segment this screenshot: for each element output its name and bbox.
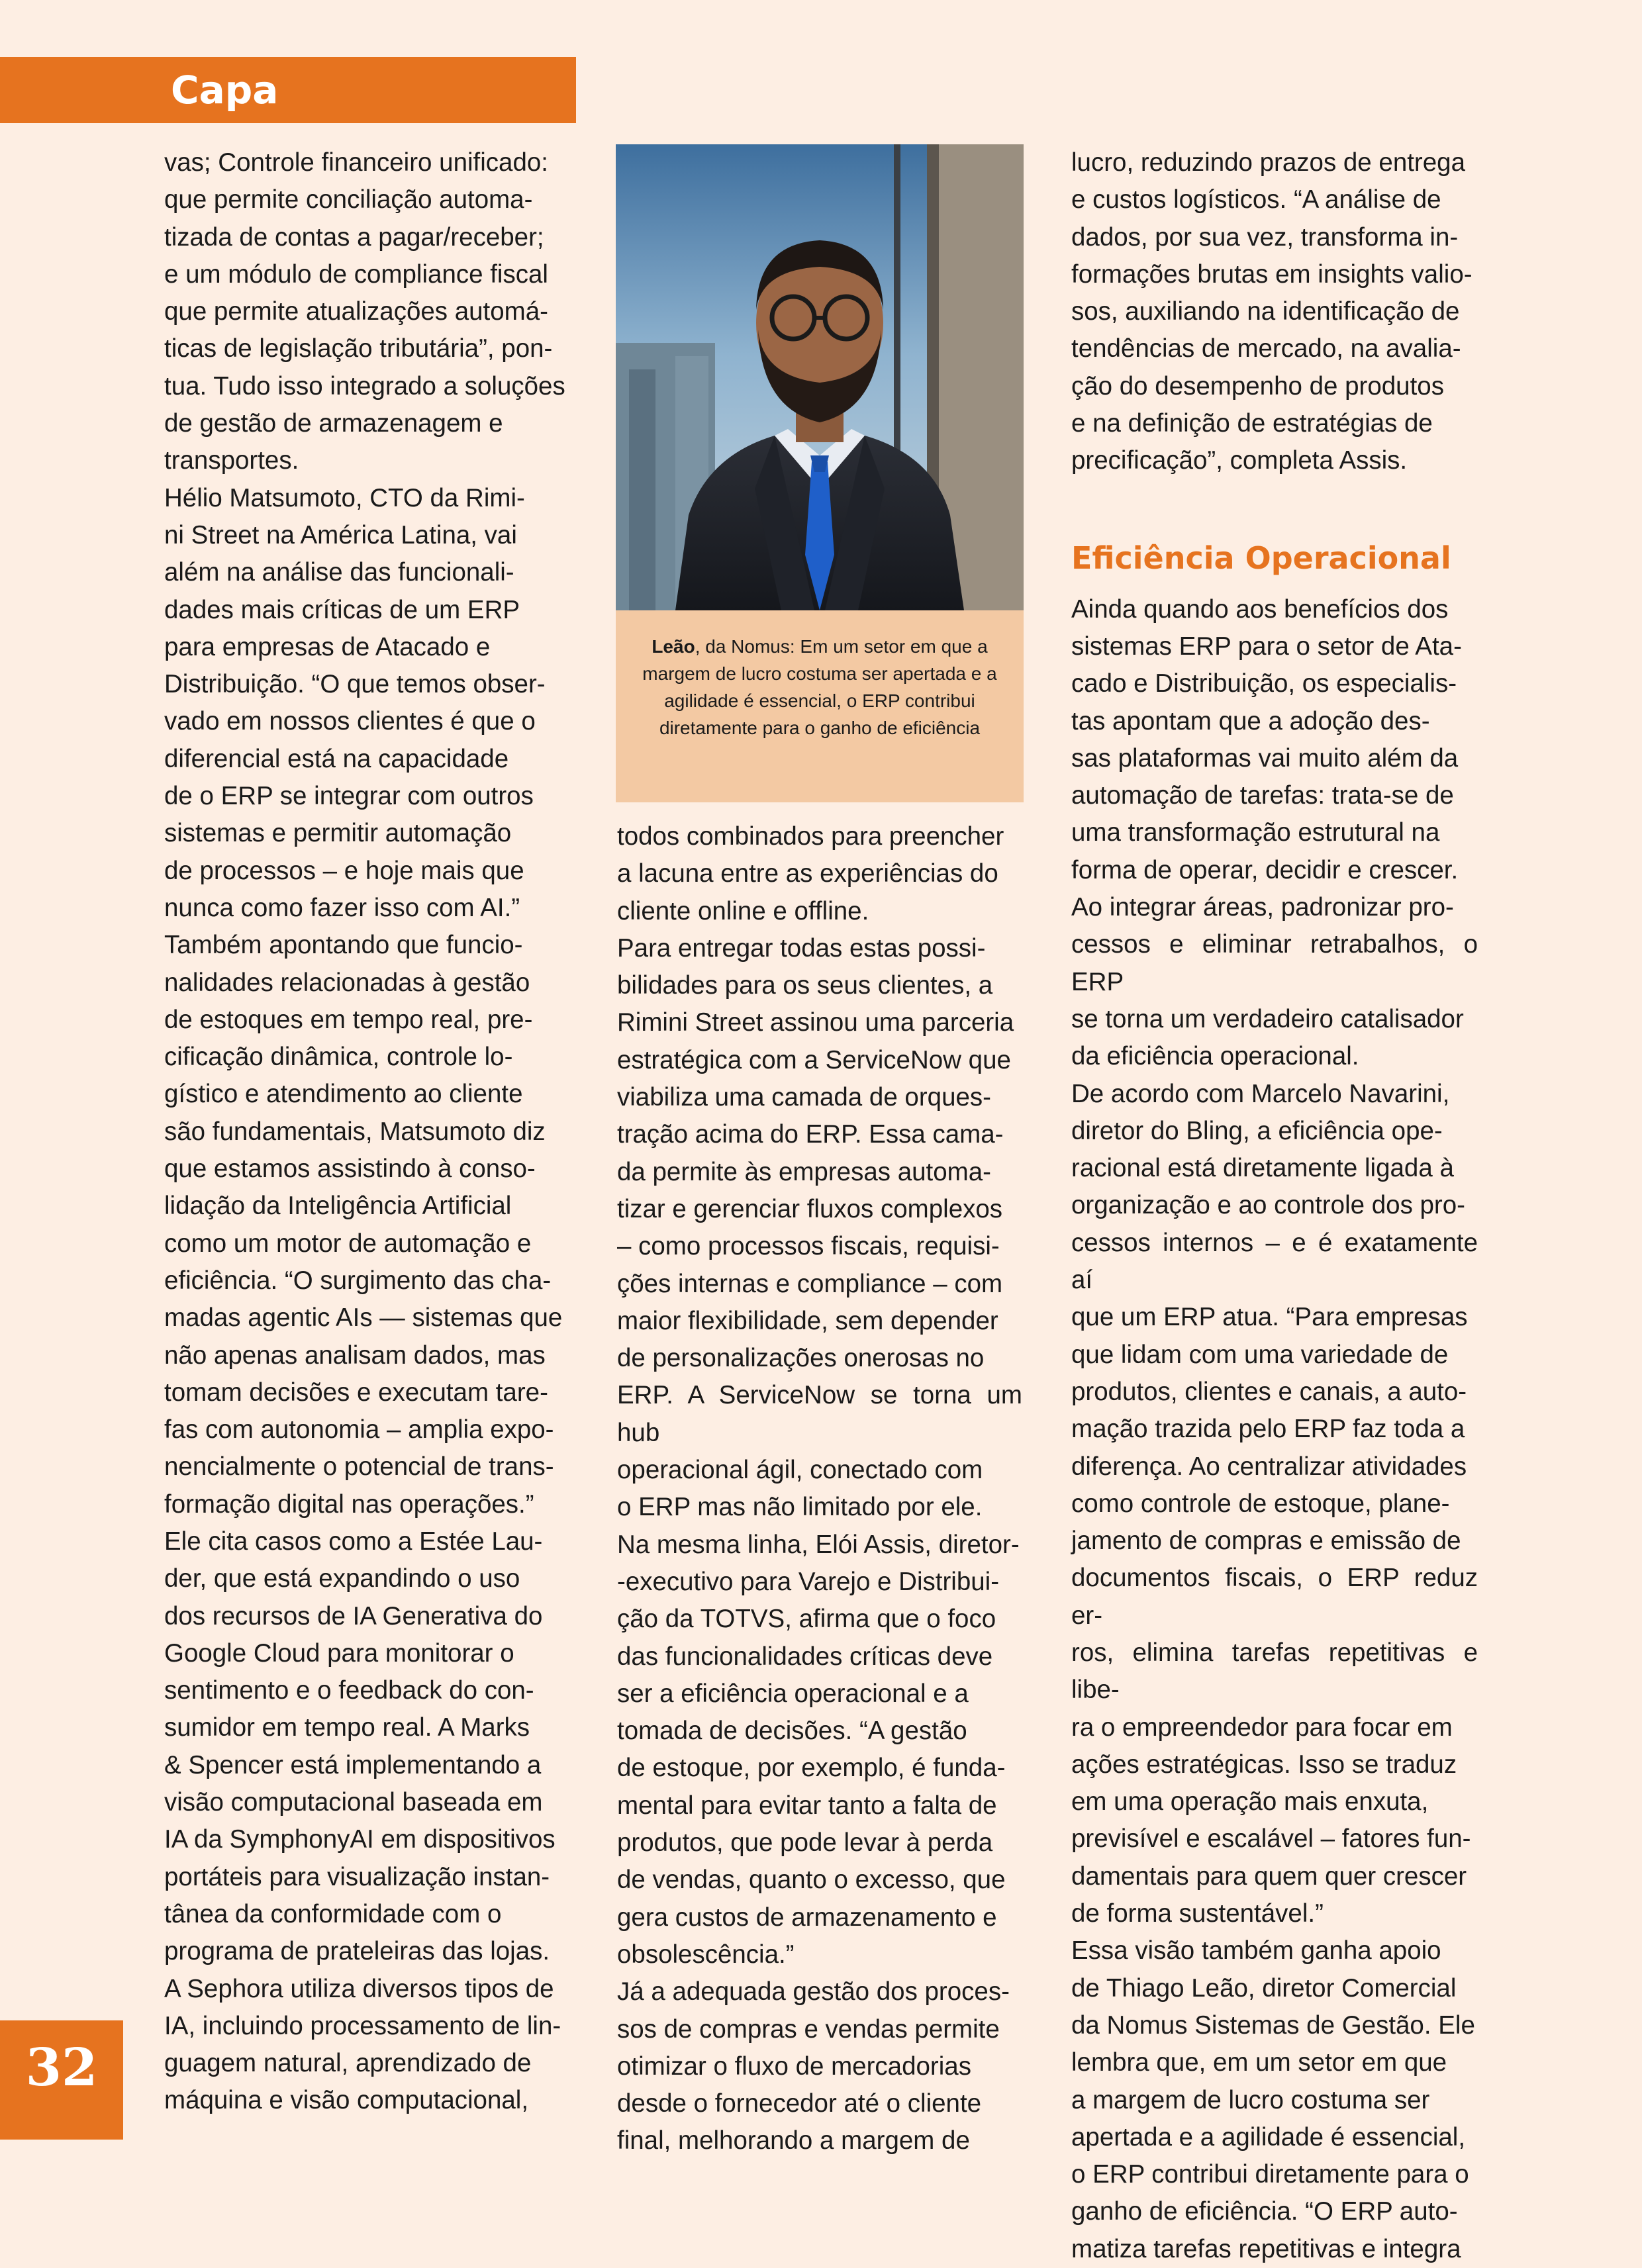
paragraph: Já a adequada gestão dos proces- sos de compras e vendas permite otimizar o fluxo de mercadorias desde o fornecedor até o cliente final, melhorando a margem de (617, 1977, 1010, 2155)
paragraph: todos combinados para preencher a lacuna entre as experiências do cliente online e offline. (617, 822, 1004, 925)
portrait-photo (616, 144, 1024, 610)
caption-text: , da Nomus: Em um setor em que a margem de lucro costuma ser apertada e a agilidade é essencial, o ERP contribui diretamente para o ganho de eficiência (642, 636, 997, 738)
photo-caption (633, 633, 1006, 741)
column-1 (164, 144, 571, 2120)
paragraph: Também apontando que funcio- nalidades relacionadas à gestão de estoques em tempo real, pre- cificação dinâmica, controle lo- gístico e atendimento ao cliente são fundamentais, Matsumoto diz que estamos assistindo à conso- lidação da Inteligência Artificial como um motor de automação e eficiência. “O surgimento das cha- madas agentic AIs — sistemas que não apenas analisam dados, mas tomam decisões e executam tare- fas com autonomia – amplia expo- nencialmente o potencial de trans- formação digital nas operações.” (164, 931, 563, 1519)
paragraph: Essa visão também ganha apoio de Thiago Leão, diretor Comercial da Nomus Sistemas de Gestão. Ele lembra que, em um setor em que a margem de lucro costuma ser apertada e a agilidade é essencial, o ERP contribui diretamente para o ganho de eficiência. “O ERP auto- matiza tarefas repetitivas e integra (1071, 1936, 1475, 2263)
section-header-bar (0, 57, 576, 123)
paragraph: Hélio Matsumoto, CTO da Rimi- ni Street na América Latina, vai além na análise das funcionali- dades mais críticas de um ERP para empresas de Atacado e Distribuição. “O que temos obser- vado em nossos clientes é que o diferencial está na capacidade de o ERP se integrar com outros sistemas e permitir automação de processos – e hoje mais que nunca como fazer isso com AI.” (164, 483, 546, 922)
subsection-heading: Eficiência Operacional (1071, 540, 1451, 576)
column-3 (1071, 144, 1478, 2268)
paragraph: Ainda quando aos benefícios dos sistemas ERP para o setor de Ata- cado e Distribuição, os especialis- tas apontam que a adoção des- sas plataformas vai muito além da automação de tarefas: trata-se de uma transformação estrutural na forma de operar, decidir e crescer. Ao integrar áreas, padronizar pro- cessos e eliminar retrabalhos, o ERP se torna um verdadeiro catalisador da eficiência operacional. (1071, 594, 1478, 1071)
paragraph: De acordo com Marcelo Navarini, diretor do Bling, a eficiência ope- racional está diretamente ligada à organização e ao controle dos pro- cessos internos – e é exatamente aí que um ERP atua. “Para empresas que lidam com uma variedade de produtos, clientes e canais, a auto- mação trazida pelo ERP faz toda a diferença. Ao centralizar atividades como controle de estoque, plane- jamento de compras e emissão de documentos fiscais, o ERP reduz er- ros, elimina tarefas repetitivas e libe- ra o empreendedor para focar em ações estratégicas. Isso se traduz em uma operação mais enxuta, previsível e escalável – fatores fun- damentais para quem quer crescer de forma sustentável.” (1071, 1079, 1478, 1928)
section-title: Capa (171, 68, 279, 113)
paragraph: Para entregar todas estas possi- bilidades para os seus clientes, a Rimini Street assinou uma parceria estratégica com a ServiceNow que viabiliza uma camada de orques- tração acima do ERP. Essa cama- da permite às empresas automa- tizar e gerenciar fluxos complexos – como processos fiscais, requisi- ções internas e compliance – com maior flexibilidade, sem depender de personalizações onerosas no ERP. A ServiceNow se torna um hub operacional ágil, conectado com o ERP mas não limitado por ele. (617, 933, 1022, 1522)
paragraph: lucro, reduzindo prazos de entrega e custos logísticos. “A análise de dados, por sua vez, transforma in- formações brutas em insights valio- sos, auxiliando na identificação de tendências de mercado, na avalia- ção do desempenho de produtos e na definição de estratégias de precificação”, completa Assis. (1071, 148, 1473, 475)
paragraph: Ele cita casos como a Estée Lau- der, que está expandindo o uso dos recursos de IA Generativa do Google Cloud para monitorar o sentimento e o feedback do con- sumidor em tempo real. A Marks & Spencer está implementando a visão computacional baseada em IA da SymphonyAI em dispositivos portáteis para visualização instan- tânea da conformidade com o programa de prateleiras das lojas. A Sephora utiliza diversos tipos de IA, incluindo processamento de lin- guagem natural, aprendizado de máquina e visão computacional, (164, 1527, 561, 2115)
caption-name: Leão (652, 636, 695, 657)
page-number: 32 (25, 2038, 98, 2098)
column-2 (617, 818, 1022, 2160)
paragraph: Na mesma linha, Elói Assis, diretor- -executivo para Varejo e Distribui- ção da TOTVS, afirma que o foco das funcionalidades críticas deve ser a eficiência operacional e a tomada de decisões. “A gestão de estoque, por exemplo, é funda- mental para evitar tanto a falta de produtos, que pode levar à perda de vendas, quanto o excesso, que gera custos de armazenamento e obsolescência.” (617, 1530, 1020, 1969)
paragraph: vas; Controle financeiro unificado: que permite conciliação automa- tizada de contas a pagar/receber; e um módulo de compliance fiscal que permite atualizações automá- ticas de legislação tributária”, pon- tua. Tudo isso integrado a soluções de gestão de armazenagem e transportes. (164, 148, 565, 475)
